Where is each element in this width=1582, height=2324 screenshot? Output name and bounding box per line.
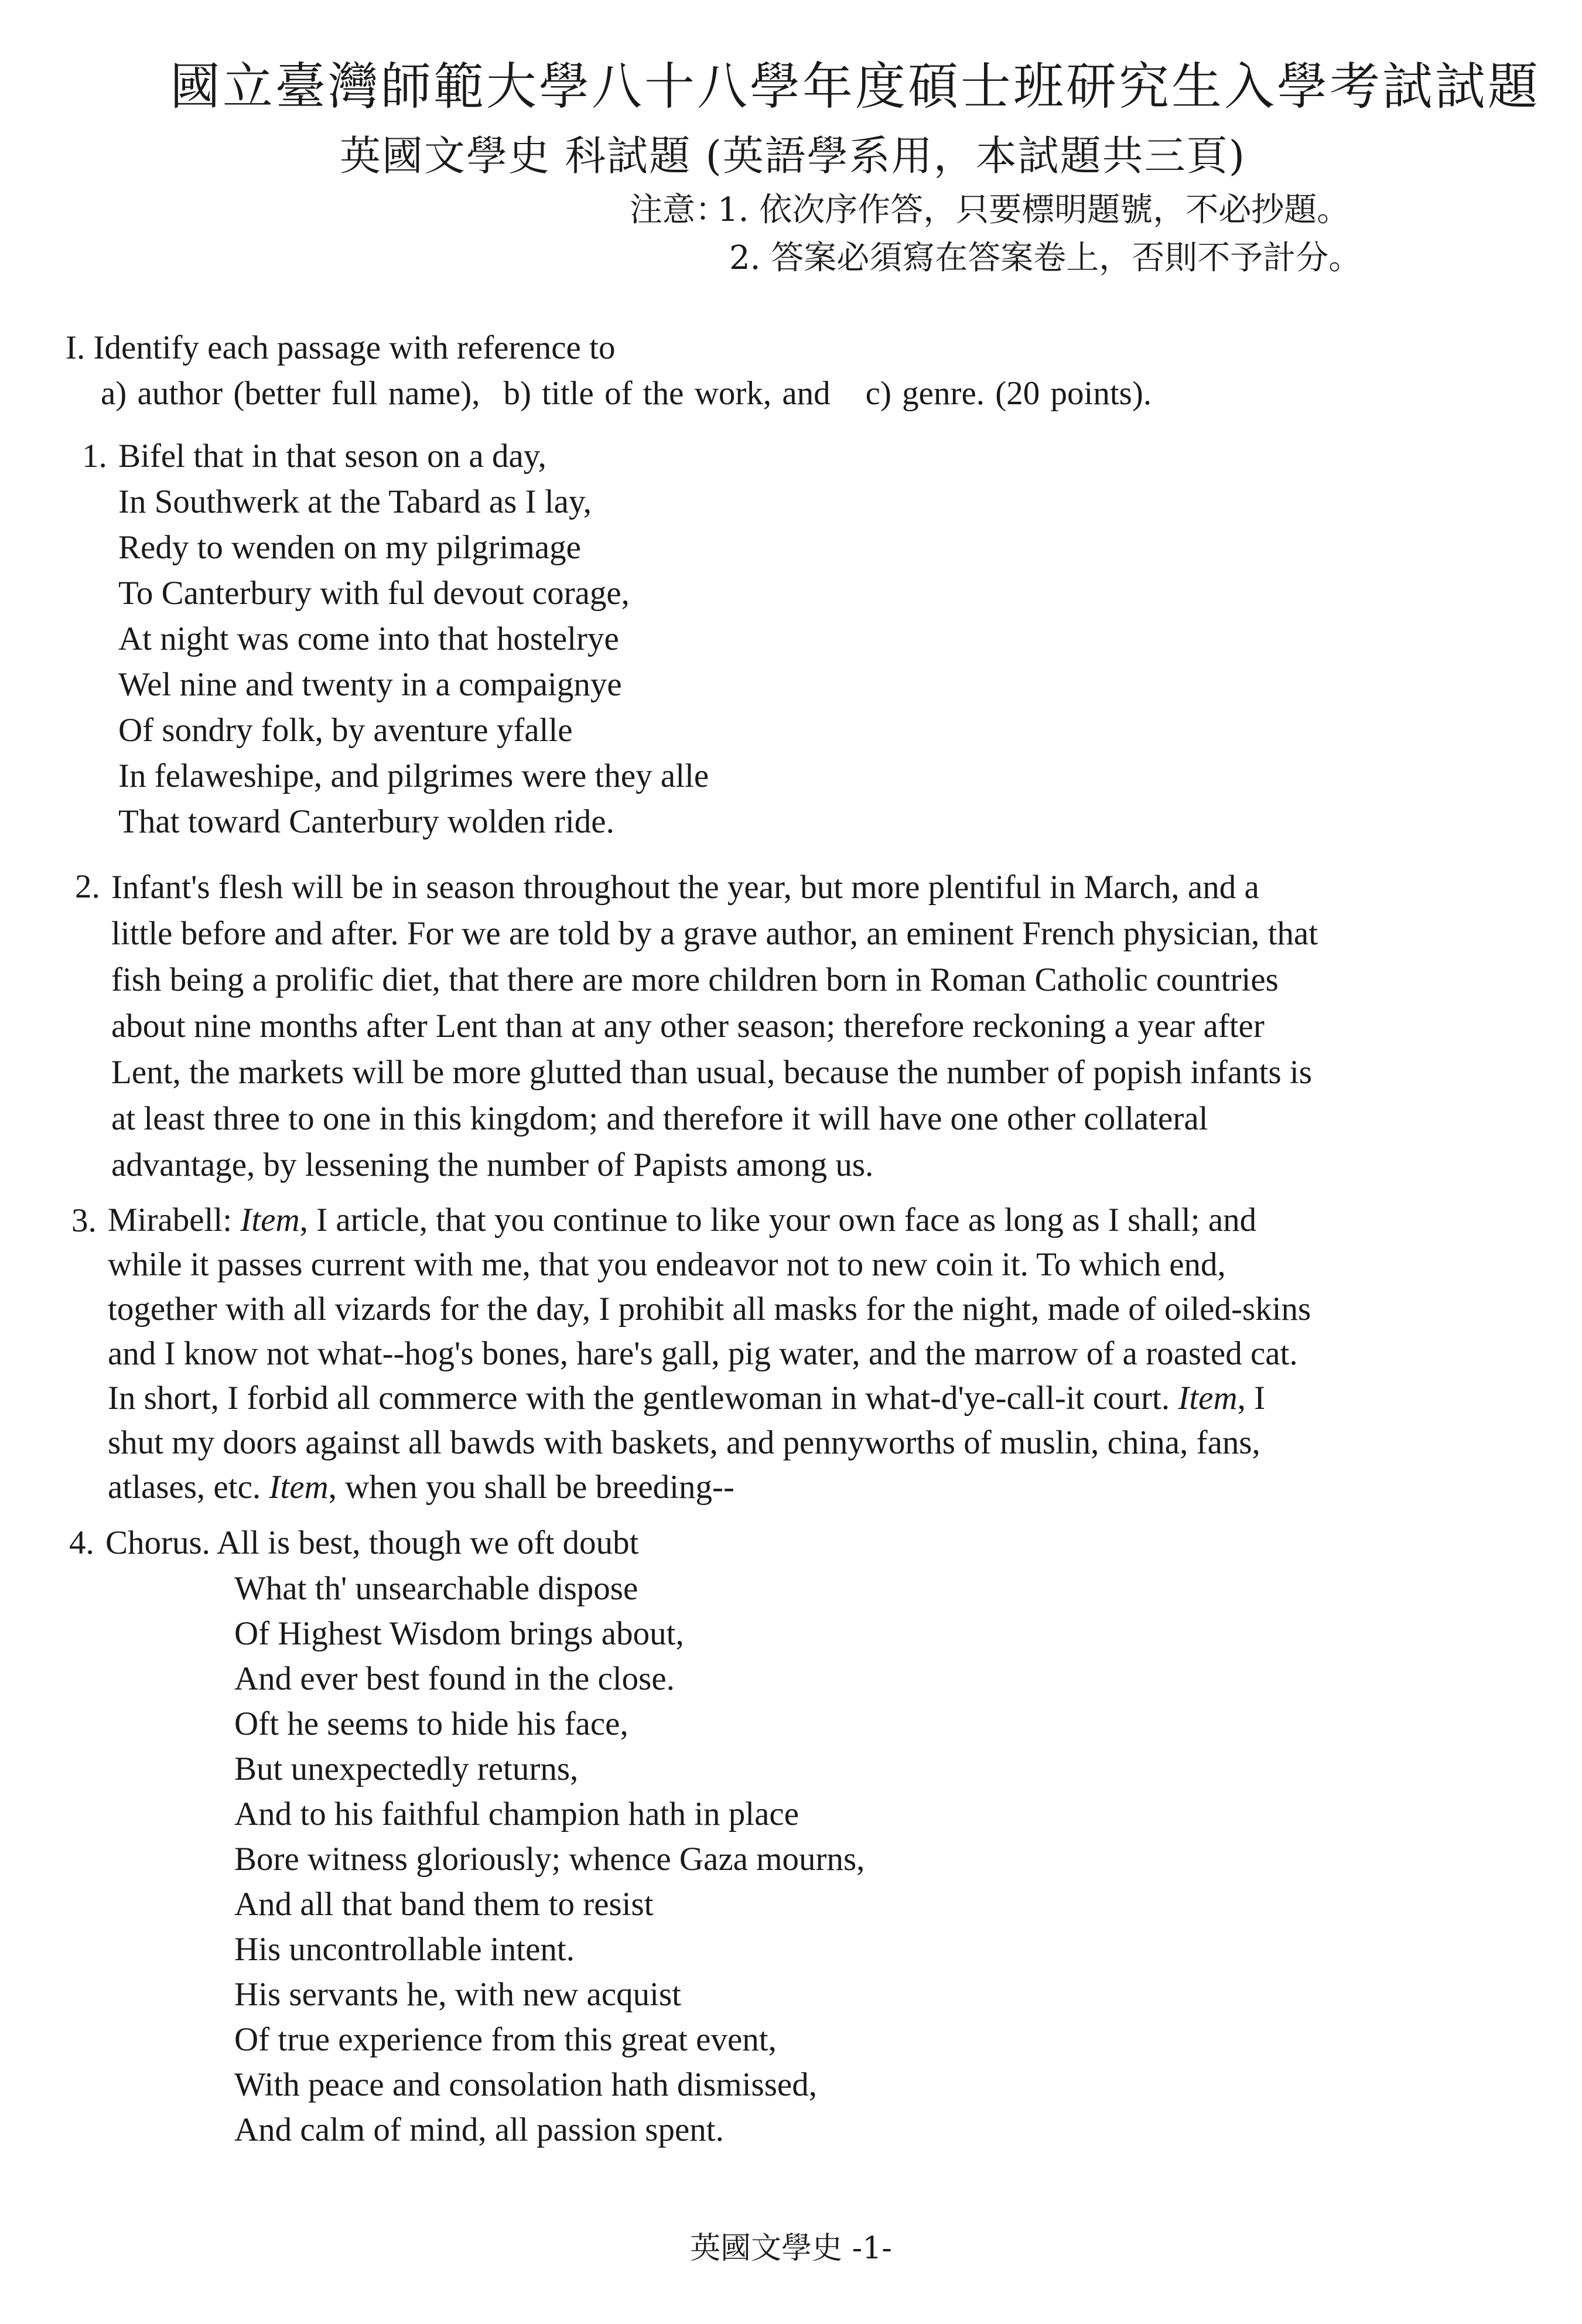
page-footer: 英國文學史 -1- <box>690 2231 892 2266</box>
passage-line: His uncontrollable intent. <box>234 1931 575 1968</box>
passage-number: 4. <box>69 1524 94 1561</box>
part-b: b) title of the work, and <box>503 375 831 412</box>
part-c: c) genre. (20 points). <box>865 375 1152 412</box>
passage-line: shut my doors against all bawds with baskets, and pennyworths of muslin, china, fans, <box>108 1424 1260 1461</box>
notice-label: 注意： <box>630 191 728 229</box>
passage-line: Of sondry folk, by aventure yfalle <box>118 712 573 749</box>
speaker-label: Mirabell: <box>108 1202 241 1238</box>
passage-4 <box>69 1520 865 2152</box>
passage-line: And calm of mind, all passion spent. <box>234 2111 724 2148</box>
passage-line: That toward Canterbury wolden ride. <box>118 803 614 840</box>
passage-line <box>108 1465 1311 1510</box>
item-word: Item <box>240 1202 300 1238</box>
passage-line: And ever best found in the close. <box>234 1660 675 1697</box>
passage-line: What th' unsearchable dispose <box>234 1570 638 1607</box>
passage-line: And all that band them to resist <box>234 1886 654 1923</box>
passage-line: Bore witness gloriously; whence Gaza mourns, <box>234 1841 865 1878</box>
passage-line: Lent, the markets will be more glutted than usual, because the number of popish infants is <box>111 1054 1312 1091</box>
passage-line: At night was come into that hostelrye <box>118 620 619 657</box>
passage-lines <box>69 1566 865 2152</box>
item-word: Item <box>1178 1380 1238 1417</box>
passage-line: about nine months after Lent than at any other season; therefore reckoning a year after <box>111 1008 1265 1045</box>
passage-number: 3. <box>71 1202 97 1239</box>
notice-item-1: 1. 依次序作答，只要標明題號，不必抄題。 <box>717 191 1350 229</box>
passage-line: Bifel that in that seson on a day, <box>118 438 546 475</box>
notice-line-1 <box>630 186 1361 234</box>
passage-line: And to his faithful champion hath in place <box>234 1796 799 1832</box>
passage-line: advantage, by lessening the number of Papists among us. <box>111 1146 874 1183</box>
passage-line: together with all vizards for the day, I prohibit all masks for the night, made of oiled-skins <box>108 1291 1311 1327</box>
passage-number: 1. <box>82 438 107 475</box>
line-text: , I article, that you continue to like your own face as long as I shall; and <box>299 1202 1257 1238</box>
passage-line: fish being a prolific diet, that there are more children born in Roman Catholic countries <box>111 961 1279 998</box>
passage-lines <box>82 434 709 845</box>
passage-line: Wel nine and twenty in a compaignye <box>118 666 622 703</box>
passage-line: Of true experience from this great event, <box>234 2021 777 2058</box>
section-instruction <box>66 325 1152 417</box>
passage-first-line: Chorus. All is best, though we oft doubt <box>105 1524 639 1561</box>
passage-3 <box>71 1198 1311 1510</box>
exam-title: 國立臺灣師範大學八十八學年度碩士班研究生入學考試試題 <box>170 57 1540 116</box>
passage-line: His servants he, with new acquist <box>234 1976 682 2013</box>
line-text: atlases, etc. <box>108 1469 269 1506</box>
line-text: In short, I forbid all commerce with the gentlewoman in what-d'ye-call-it court. <box>108 1380 1178 1417</box>
passage-number: 2. <box>75 868 100 905</box>
section-heading: I. Identify each passage with reference to <box>66 329 616 366</box>
passage-2 <box>75 864 1318 1188</box>
item-word: Item <box>269 1469 329 1506</box>
passage-line: at least three to one in this kingdom; and therefore it will have one other collateral <box>111 1100 1208 1137</box>
passage-line: Infant's flesh will be in season throughout the year, but more plentiful in March, and a <box>111 869 1259 906</box>
passage-line <box>108 1198 1311 1243</box>
passage-line <box>108 1376 1311 1421</box>
passage-line: Of Highest Wisdom brings about, <box>234 1615 684 1652</box>
passage-lines <box>71 1198 1311 1510</box>
passage-line: Oft he seems to hide his face, <box>234 1705 628 1742</box>
line-text: , I <box>1237 1380 1266 1417</box>
passage-lines <box>75 864 1318 1188</box>
passage-line: With peace and consolation hath dismissed, <box>234 2066 817 2103</box>
notice-block <box>630 186 1361 282</box>
section-parts <box>66 371 1152 417</box>
passage-line: while it passes current with me, that you endeavor not to new coin it. To which end, <box>108 1246 1226 1283</box>
passage-line: In Southwerk at the Tabard as I lay, <box>118 483 592 520</box>
exam-subtitle: 英國文學史 科試題 (英語學系用，本試題共三頁) <box>340 132 1246 180</box>
passage-line: and I know not what--hog's bones, hare's gall, pig water, and the marrow of a roasted cat. <box>108 1335 1298 1372</box>
passage-line: But unexpectedly returns, <box>234 1750 579 1787</box>
passage-1 <box>82 434 709 845</box>
passage-line: To Canterbury with ful devout corage, <box>118 575 630 612</box>
line-text: , when you shall be breeding-- <box>328 1469 734 1506</box>
passage-line: In felaweshipe, and pilgrimes were they alle <box>118 757 709 794</box>
passage-line: little before and after. For we are told by a grave author, an eminent French physician, that <box>111 915 1318 952</box>
notice-line-2: 2. 答案必須寫在答案卷上，否則不予計分。 <box>729 239 1362 277</box>
part-a: a) author (better full name), <box>101 375 480 412</box>
passage-line: Redy to wenden on my pilgrimage <box>118 529 581 566</box>
